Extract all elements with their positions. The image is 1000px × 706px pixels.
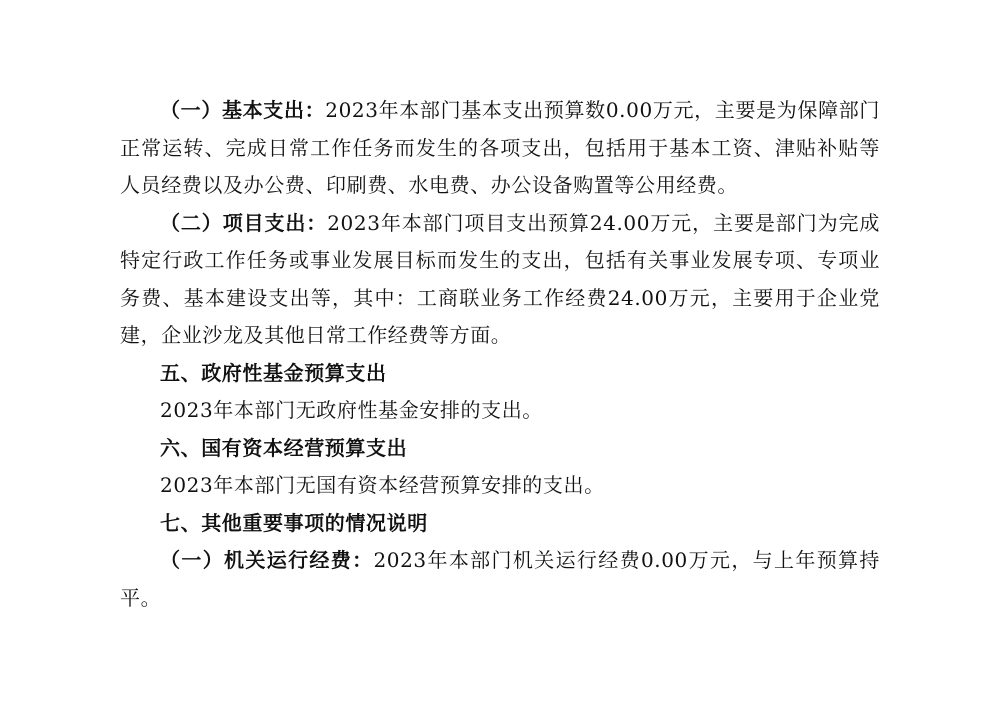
operating-funds-text: 2023年本部门机关运行经费0.00万元，与上年预算持平。 <box>120 548 880 610</box>
section-6-heading: 六、国有资本经营预算支出 <box>160 435 408 460</box>
operating-funds-lead: （一）机关运行经费： <box>160 548 374 572</box>
basic-expenditure-paragraph <box>120 92 880 205</box>
section-5-body: 2023年本部门无政府性基金安排的支出。 <box>160 398 543 422</box>
section-6-body: 2023年本部门无国有资本经营预算安排的支出。 <box>160 473 605 497</box>
project-expenditure-paragraph <box>120 205 880 355</box>
document-body <box>120 92 880 617</box>
section-5-heading: 五、政府性基金预算支出 <box>160 360 387 385</box>
project-expenditure-text: 2023年本部门项目支出预算24.00万元，主要是部门为完成特定行政工作任务或事业发展目标而发生的支出，包括有关事业发展专项、专项业务费、基本建设支出等，其中：工商联业务工作经费24.00万元，主要用于企业党建，企业沙龙及其他日常工作经费等方面。 <box>120 210 880 347</box>
project-expenditure-lead: （二）项目支出： <box>160 210 328 235</box>
basic-expenditure-text: 2023年本部门基本支出预算数0.00万元，主要是为保障部门正常运转、完成日常工作任务而发生的各项支出，包括用于基本工资、津贴补贴等人员经费以及办公费、印刷费、水电费、办公设备购置等公用经费。 <box>120 98 880 197</box>
operating-funds-paragraph <box>120 542 880 617</box>
section-7-heading: 七、其他重要事项的情况说明 <box>160 510 428 535</box>
basic-expenditure-lead: （一）基本支出： <box>160 98 326 122</box>
